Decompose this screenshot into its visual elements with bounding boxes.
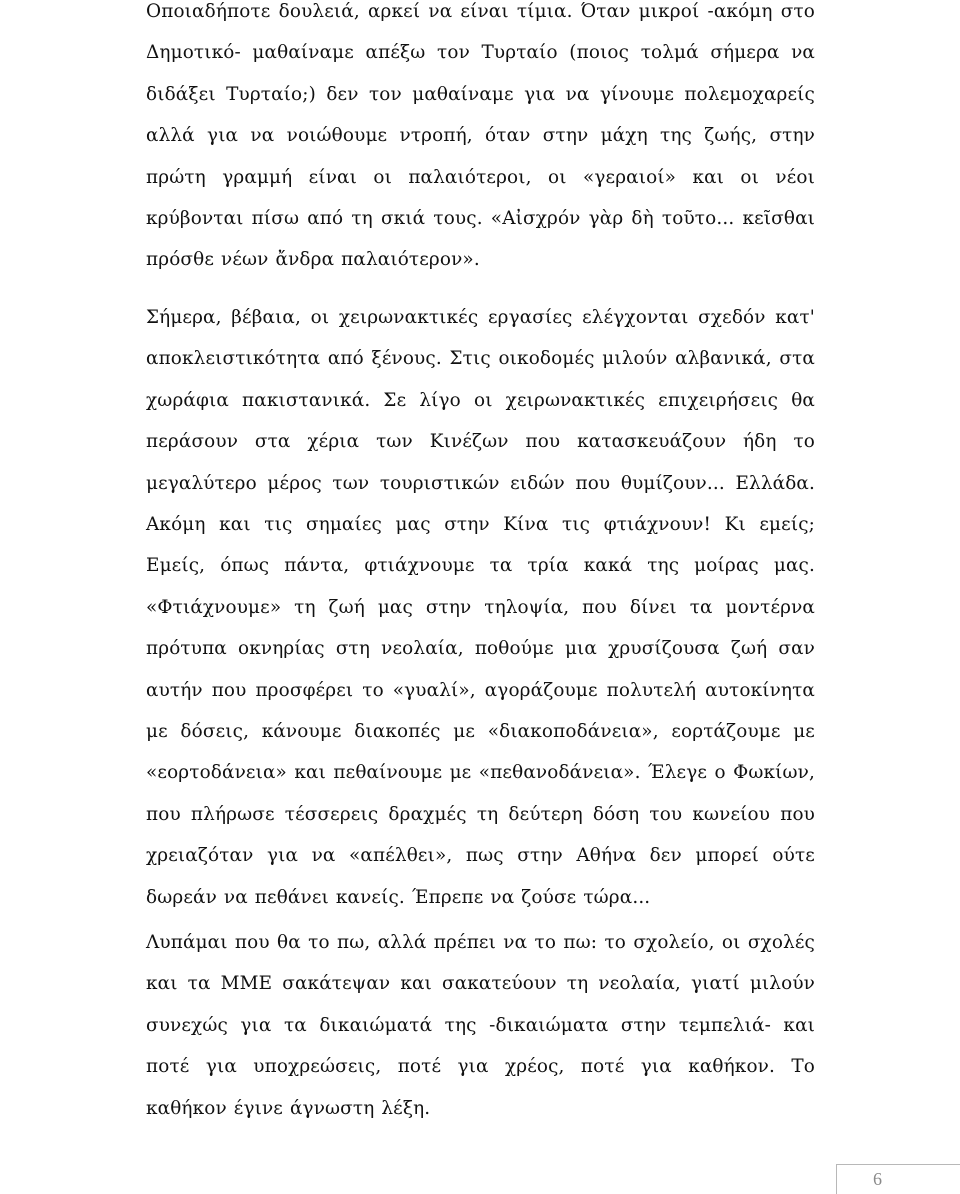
paragraph-3: Λυπάμαι που θα το πω, αλλά πρέπει να το πω: το σχολείο, οι σχολές και τα ΜΜΕ σακάτεψαν και σακατεύουν τη νεολαία, γιατί μιλούν συνεχώς για τα δικαιώματά της -δικαιώματα στην τεμπελιά- και ποτέ για υποχρεώσεις, ποτέ για χρέος, ποτέ για καθήκον. Το καθήκον έγινε άγνωστη λέξη. <box>146 932 815 1119</box>
page-number: 6 <box>873 1169 882 1189</box>
paragraph-2: Σήμερα, βέβαια, οι χειρωνακτικές εργασίες ελέγχονται σχεδόν κατ' αποκλειστικότητα από ξένους. Στις οικοδομές μιλούν αλβανικά, στα χωράφια πακιστανικά. Σε λίγο οι χειρωνακτικές επιχειρήσεις θα περάσουν στα χέρια των Κινέζων που κατασκευάζουν ήδη το μεγαλύτερο μέρος των τουριστικών ειδών που θυμίζουν... Ελλάδα. Ακόμη και τις σημαίες μας στην Κίνα τις φτιάχνουν! Κι εμείς; Εμείς, όπως πάντα, φτιάχνουμε τα τρία κακά της μοίρας μας. «Φτιάχνουμε» τη ζωή μας στην τηλοψία, που δίνει τα μοντέρνα πρότυπα οκνηρίας στη νεολαία, ποθούμε μια χρυσίζουσα ζωή σαν αυτήν που προσφέρει το «γυαλί», αγοράζουμε πολυτελή αυτοκίνητα με δόσεις, κάνουμε διακοπές με «διακοποδάνεια», εορτάζουμε με «εορτοδάνεια» και πεθαίνουμε με «πεθανοδάνεια». Έλεγε ο Φωκίων, που πλήρωσε τέσσερεις δραχμές τη δεύτερη δόση του κωνείου που χρειαζόταν για να «απέλθει», πως στην Αθήνα δεν μπορεί ούτε δωρεάν να πεθάνει κανείς. Έπρεπε να ζούσε τώρα... <box>146 307 815 908</box>
page-number-box <box>836 1164 960 1194</box>
paragraph-1: Οποιαδήποτε δουλειά, αρκεί να είναι τίμια. Όταν μικροί -ακόμη στο Δημοτικό- μαθαίναμε απέξω τον Τυρταίο (ποιος τολμά σήμερα να διδάξει Τυρταίο;) δεν τον μαθαίναμε για να γίνουμε πολεμοχαρείς αλλά για να νοιώθουμε ντροπή, όταν στην μάχη της ζωής, στην πρώτη γραμμή είναι οι παλαιότεροι, οι «γεραιοί» και οι νέοι κρύβονται πίσω από τη σκιά τους. «Αἰσχρόν γὰρ δὴ τοῦτο... κεῖσθαι πρόσθε νέων ἄνδρα παλαιότερον». <box>146 1 815 271</box>
